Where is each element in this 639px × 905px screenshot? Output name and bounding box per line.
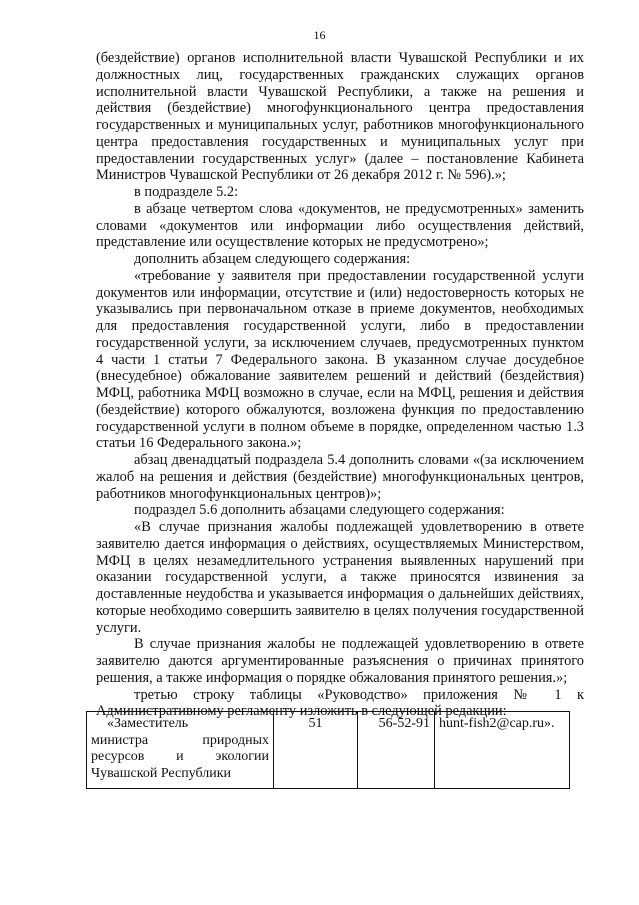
position-line: «Заместитель (107, 716, 189, 731)
paragraph-10: третью строку таблицы «Руководство» приложения № 1 к Административному регламенту изложить в следующей редакции: (96, 686, 584, 720)
paragraph-8: «В случае признания жалобы подлежащей удовлетворению в ответе заявителю дается информация о действиях, осуществляемых Министерством, МФЦ в целях незамедлительного устранения выявленных нарушений при оказании государственной услуги, а также приносятся извинения за доставленные неудобства и указывается информация о дальнейших действиях, которые необходимо совершить заявителю в целях получения государственной услуги. (96, 519, 584, 636)
table-row (87, 712, 570, 789)
email-cell: hunt-fish2@cap.ru». (435, 712, 570, 789)
position-line: ресурсов и экологии (91, 749, 269, 764)
position-cell (87, 712, 274, 789)
paragraph-2: в подразделе 5.2: (134, 184, 239, 200)
paragraph-5: «требование у заявителя при предоставлении государственной услуги документов или информации, отсутствие и (или) недостоверность которых не указывались при первоначальном отказе в приеме документов, необходимых для предоставления государственной услуги, либо в предоставлении государственной услуги, за исключением случаев, предусмотренных пунктом 4 части 1 статьи 7 Федерального закона. В указанном случае досудебное (внесудебное) обжалование заявителем решений и действий (бездействия) МФЦ, работника МФЦ возможно в случае, если на МФЦ, решения и действия (бездействие) которого обжалуются, возложена функция по предоставлению государственной услуги в полном объеме в порядке, определенном частью 1.3 статьи 16 Федерального закона.»; (96, 267, 584, 452)
paragraph-9: В случае признания жалобы не подлежащей удовлетворению в ответе заявителю даются аргументированные разъяснения о причинах принятого решения, а также информация о порядке обжалования принятого решения.»; (96, 636, 584, 686)
paragraph-7: подраздел 5.6 дополнить абзацами следующего содержания: (134, 502, 505, 519)
position-line: министра природных (91, 732, 269, 748)
paragraph-3: в абзаце четвертом слова «документов, не предусмотренных» заменить словами «документов или информации либо осуществления действий, представление или осуществление которых не предусмотрено»; (96, 200, 584, 251)
leadership-table (86, 711, 570, 789)
table (86, 711, 570, 789)
paragraph-4: дополнить абзацем следующего содержания: (134, 251, 411, 267)
paragraph-6: абзац двенадцатый подраздела 5.4 дополнить словами «(за исключением жалоб на решения и действия (бездействие) многофункциональных центров, работников многофункциональных центров)»; (96, 452, 584, 502)
page-number: 16 (313, 28, 326, 42)
document-body (96, 50, 584, 720)
phone-cell: 56-52-91 (358, 712, 435, 789)
paragraph-1: (бездействие) органов исполнительной власти Чувашской Республики и их должностных лиц, государственных гражданских служащих органов исполнительной власти Чувашской Республики, а также на решения и действия (бездействие) многофункционального центра предоставления государственных и муниципальных услуг, работников многофункционального центра предоставления государственных и муниципальных услуг при предоставлении государственных услуг» (далее – постановление Кабинета Министров Чувашской Республики от 26 декабря 2012 г. № 596).»; (96, 50, 584, 184)
room-number-cell: 51 (274, 712, 358, 789)
position-line: Чувашской Республики (91, 765, 232, 781)
